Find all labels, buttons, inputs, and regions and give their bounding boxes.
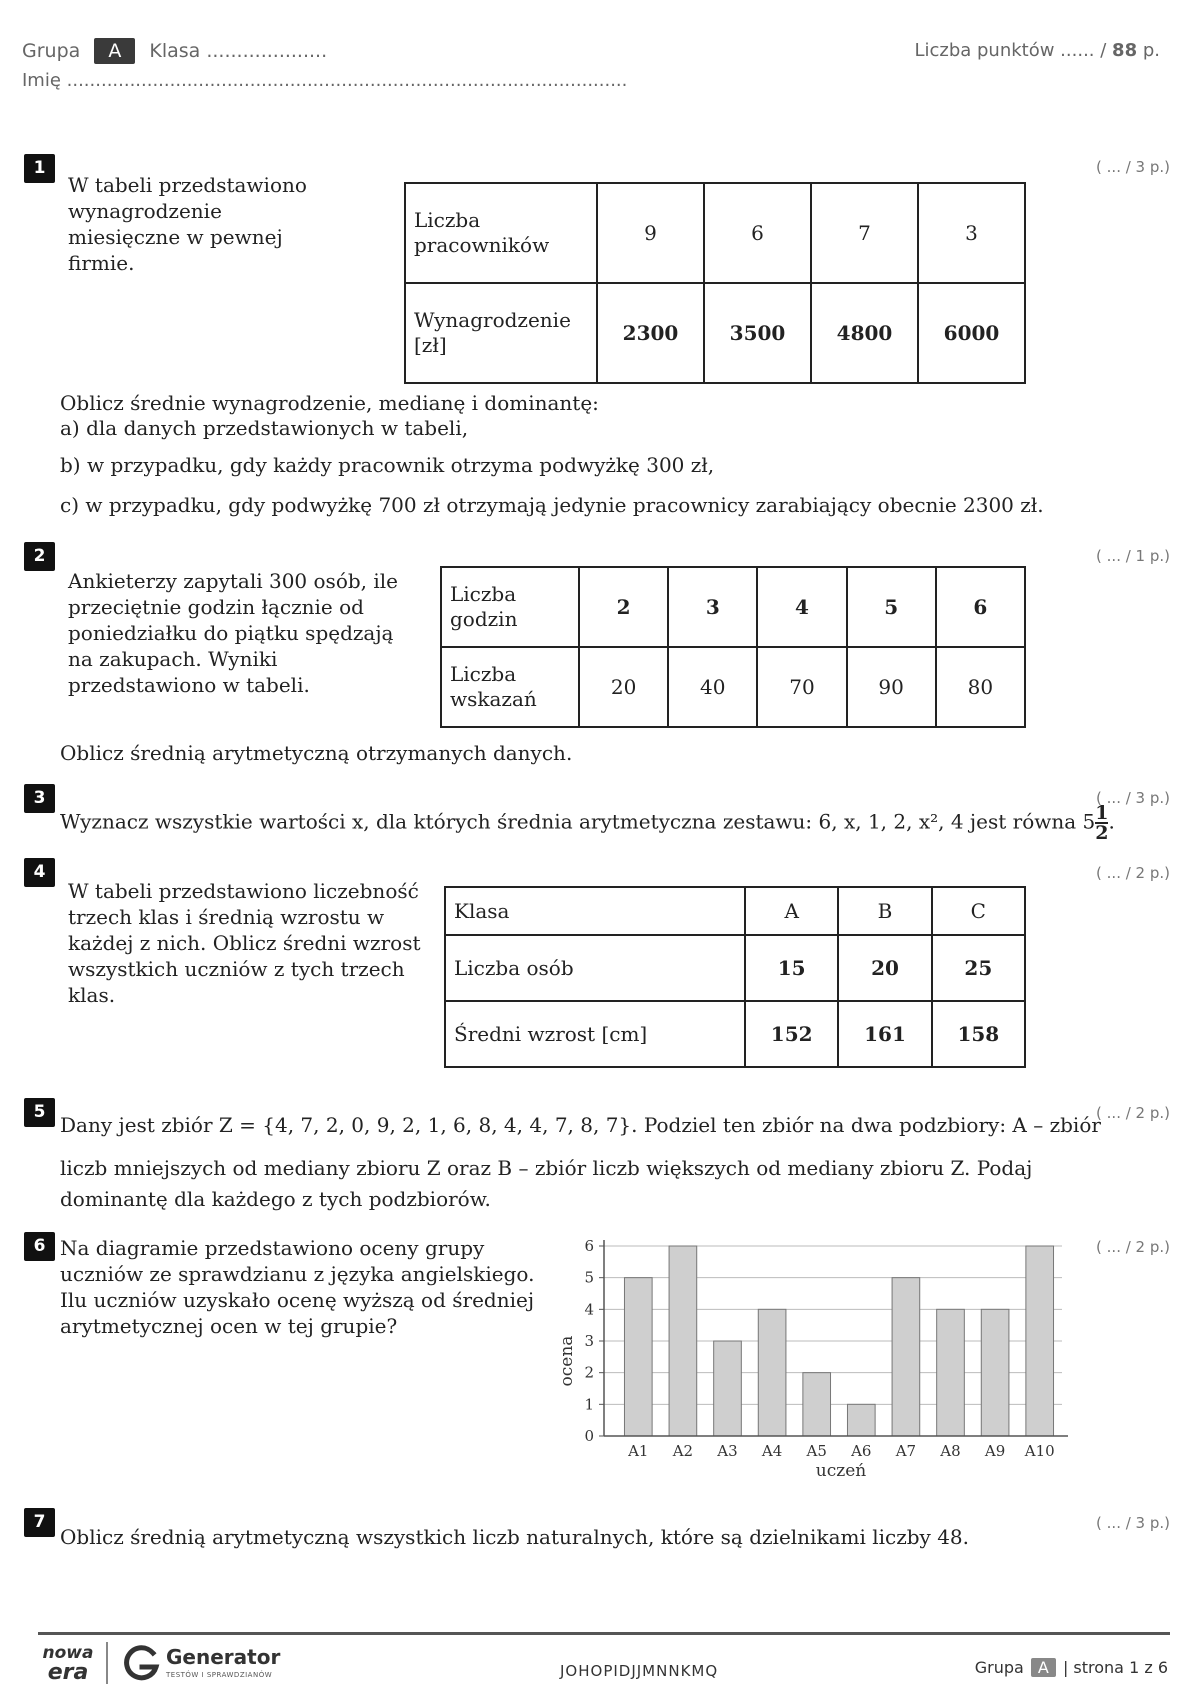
table-cell: 6 <box>936 567 1025 647</box>
task-3-body: Wyznacz wszystkie wartości x, dla których średnia arytmetyczna zestawu: 6, x, 1, 2, x², 4 jest równa 5 <box>60 809 1096 834</box>
task-points-6: ( ... / 2 p.) <box>1096 1238 1170 1256</box>
y-tick-label: 0 <box>584 1427 594 1445</box>
table-cell: 2300 <box>597 283 704 383</box>
task-number-6: 6 <box>24 1232 55 1261</box>
task-2-question: Oblicz średnią arytmetyczną otrzymanych danych. <box>60 741 573 765</box>
task-points-2: ( ... / 1 p.) <box>1096 547 1170 565</box>
bar-A10 <box>1026 1246 1054 1436</box>
table-cell: 20 <box>579 647 668 727</box>
table-cell: 7 <box>811 183 918 283</box>
bar-A1 <box>624 1278 652 1436</box>
document-code: JOHOPIDJJMNNKMQ <box>560 1662 719 1680</box>
task-4-table <box>444 886 1026 1068</box>
task-points-1: ( ... / 3 p.) <box>1096 158 1170 176</box>
fraction-numerator: 1 <box>1095 802 1109 824</box>
task-4-intro: W tabeli przedstawiono liczebność trzech klas i średnią wzrostu w każdej z nich. Oblicz średni wzrost wszystkich uczniów z tych trzech klas. <box>68 879 421 1007</box>
x-tick-label: A7 <box>895 1442 917 1460</box>
task-number-1: 1 <box>24 154 55 183</box>
task-1-part-a: a) dla danych przedstawionych w tabeli, <box>60 416 469 440</box>
points-unit: p. <box>1142 40 1160 61</box>
table-row-label: Średni wzrost [cm] <box>445 1001 745 1067</box>
footer-page-info <box>975 1658 1168 1677</box>
table-cell: 152 <box>745 1001 838 1067</box>
table-cell: 5 <box>847 567 936 647</box>
table-row-label: Wynagrodzenie [zł] <box>405 283 597 383</box>
task-5-line-3: dominantę dla każdego z tych podzbiorów. <box>60 1187 491 1211</box>
points-total <box>914 40 1160 61</box>
x-tick-label: A2 <box>672 1442 694 1460</box>
group-badge: A <box>94 38 135 64</box>
table-cell: 15 <box>745 935 838 1001</box>
footer-divider <box>38 1632 1170 1635</box>
x-tick-label: A10 <box>1024 1442 1055 1460</box>
table-header-cell: A <box>745 887 838 935</box>
footer-page-number: | strona 1 z 6 <box>1062 1658 1168 1677</box>
table-row-label: Liczba godzin <box>441 567 579 647</box>
table-cell: 70 <box>757 647 846 727</box>
logo-separator <box>106 1642 108 1684</box>
fraction <box>1095 804 1108 842</box>
task-points-3: ( ... / 3 p.) <box>1096 789 1170 807</box>
task-1-part-c: c) w przypadku, gdy podwyżkę 700 zł otrzymają jedynie pracownicy zarabiający obecnie 2300 zł. <box>60 493 1044 517</box>
group-label: Grupa <box>22 40 81 62</box>
task-5-line-1: Dany jest zbiór Z = {4, 7, 2, 0, 9, 2, 1, 6, 8, 4, 4, 7, 8, 7}. Podziel ten zbiór na dwa podzbiory: A – zbiór <box>60 1113 1101 1137</box>
generator-title: Generator <box>166 1645 281 1669</box>
table-row-label: Liczba osób <box>445 935 745 1001</box>
y-tick-label: 6 <box>584 1237 594 1255</box>
task-number-3: 3 <box>24 784 55 813</box>
x-tick-label: A3 <box>717 1442 738 1460</box>
table-row-label: Liczba pracowników <box>405 183 597 283</box>
task-number-7: 7 <box>24 1508 55 1537</box>
footer-group-badge: A <box>1031 1658 1056 1677</box>
footer-group-label: Grupa <box>974 1658 1024 1677</box>
table-cell: 3 <box>918 183 1025 283</box>
bar-A2 <box>669 1246 697 1436</box>
table-cell: 3 <box>668 567 757 647</box>
task-number-4: 4 <box>24 858 55 887</box>
table-cell: 20 <box>838 935 931 1001</box>
points-max: 88 <box>1112 40 1138 61</box>
bar-A6 <box>847 1404 875 1436</box>
x-tick-label: A8 <box>940 1442 961 1460</box>
bar-A7 <box>892 1278 920 1436</box>
x-axis-label: uczeń <box>815 1461 867 1481</box>
y-tick-label: 2 <box>584 1363 594 1382</box>
task-2-table <box>440 566 1026 728</box>
task-3-text <box>60 804 1115 842</box>
task-1-table <box>404 182 1026 384</box>
x-tick-label: A6 <box>851 1442 872 1460</box>
table-cell: 80 <box>936 647 1025 727</box>
fraction-denominator: 2 <box>1095 822 1109 844</box>
y-tick-label: 5 <box>584 1268 594 1287</box>
generator-logo <box>122 1645 162 1688</box>
task-number-5: 5 <box>24 1098 55 1127</box>
y-tick-label: 4 <box>584 1300 594 1319</box>
bar-A4 <box>758 1309 786 1436</box>
generator-g-icon <box>122 1645 162 1683</box>
task-1-question: Oblicz średnie wynagrodzenie, medianę i dominantę: <box>60 391 599 415</box>
table-cell: 40 <box>668 647 757 727</box>
points-label: Liczba punktów ...... / <box>914 40 1107 61</box>
task-points-7: ( ... / 3 p.) <box>1096 1514 1170 1532</box>
generator-subtitle: TESTÓW I SPRAWDZIANÓW <box>166 1671 273 1679</box>
table-header-cell: C <box>932 887 1025 935</box>
x-tick-label: A1 <box>628 1442 649 1460</box>
table-cell: 9 <box>597 183 704 283</box>
table-cell: 25 <box>932 935 1025 1001</box>
task-5-line-2: liczb mniejszych od mediany zbioru Z oraz B – zbiór liczb większych od mediany zbioru Z. Podaj <box>60 1156 1033 1180</box>
task-number-2: 2 <box>24 542 55 571</box>
table-cell: 3500 <box>704 283 811 383</box>
task-points-4: ( ... / 2 p.) <box>1096 864 1170 882</box>
y-tick-label: 1 <box>584 1395 594 1414</box>
task-1-part-b: b) w przypadku, gdy każdy pracownik otrzyma podwyżkę 300 zł, <box>60 453 715 477</box>
table-header-cell: B <box>838 887 931 935</box>
table-cell: 6000 <box>918 283 1025 383</box>
name-field[interactable]: Imię .................................................................................................. <box>22 70 628 91</box>
header-group-class <box>22 38 327 64</box>
bar-A5 <box>803 1373 831 1436</box>
y-axis-label: ocena <box>557 1335 577 1387</box>
class-field[interactable]: Klasa .................... <box>149 40 328 62</box>
logo-era-text: era <box>47 1660 89 1685</box>
bar-A8 <box>937 1309 965 1436</box>
task-points-5: ( ... / 2 p.) <box>1096 1104 1170 1122</box>
table-cell: 158 <box>932 1001 1025 1067</box>
y-tick-label: 3 <box>584 1332 594 1350</box>
table-cell: 2 <box>579 567 668 647</box>
table-cell: 161 <box>838 1001 931 1067</box>
table-row-label: Liczba wskazań <box>441 647 579 727</box>
table-cell: 4800 <box>811 283 918 383</box>
grades-bar-chart <box>557 1232 1080 1482</box>
task-6-text: Na diagramie przedstawiono oceny grupy uczniów ze sprawdzianu z języka angielskiego. Ilu uczniów uzyskało ocenę wyższą od średniej arytmetycznej ocen w tej grupie? <box>60 1236 535 1338</box>
bar-A9 <box>981 1309 1009 1436</box>
logo-nowa-text: nowa <box>42 1643 94 1663</box>
x-tick-label: A5 <box>806 1442 827 1460</box>
table-cell: 90 <box>847 647 936 727</box>
task-3-end: . <box>1108 809 1115 834</box>
table-cell: 6 <box>704 183 811 283</box>
bar-A3 <box>714 1341 742 1436</box>
task-1-intro: W tabeli przedstawiono wynagrodzenie miesięczne w pewnej firmie. <box>68 173 307 275</box>
x-tick-label: A4 <box>761 1442 783 1460</box>
table-cell: 4 <box>757 567 846 647</box>
x-tick-label: A9 <box>984 1442 1006 1460</box>
table-header-label: Klasa <box>445 887 745 935</box>
task-2-intro: Ankieterzy zapytali 300 osób, ile przeciętnie godzin łącznie od poniedziałku do piątku spędzają na zakupach. Wyniki przedstawiono w tabeli. <box>68 569 398 697</box>
nowa-era-logo <box>40 1643 96 1685</box>
task-7-text: Oblicz średnią arytmetyczną wszystkich liczb naturalnych, które są dzielnikami liczby 48. <box>60 1525 970 1549</box>
